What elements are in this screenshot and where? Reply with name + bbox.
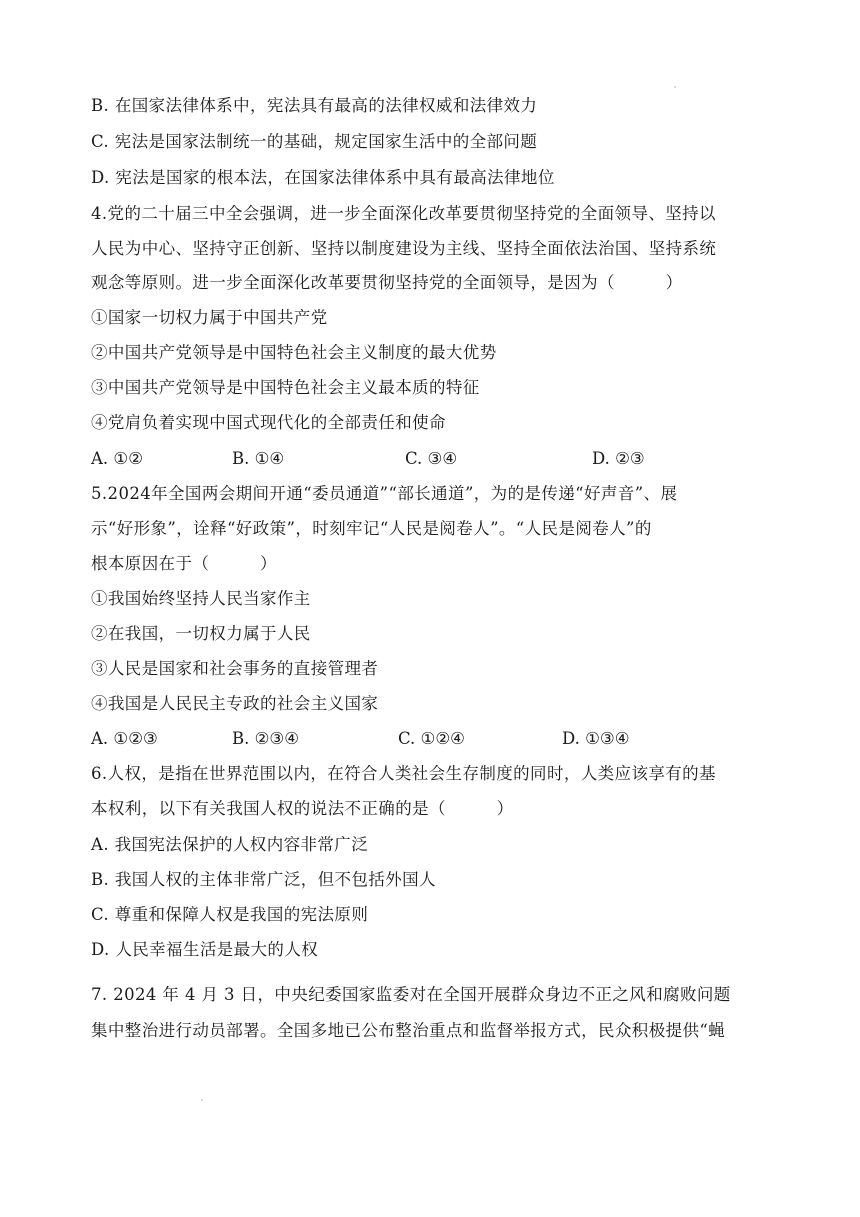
q5-option-d: D. ①③④: [562, 729, 630, 748]
q3-option-c: C. 宪法是国家法制统一的基础，规定国家生活中的全部问题: [91, 132, 538, 151]
q5-answer-options: [91, 728, 771, 750]
q7-stem-line-1: 7. 2024 年 4 月 3 日，中央纪委国家监委对在全国开展群众身边不正之风和腐败问题: [91, 985, 731, 1004]
q3-option-b: B. 在国家法律体系中，宪法具有最高的法律权威和法律效力: [91, 96, 538, 115]
q6-stem-line-1: 6.人权，是指在世界范围以内，在符合人类社会生存制度的同时，人类应该享有的基: [91, 764, 716, 783]
q5-stem-line-2: 示“好形象”，诠释“好政策”，时刻牢记“人民是阅卷人”。“人民是阅卷人”的: [91, 519, 652, 538]
q4-option-a: A. ①②: [91, 449, 143, 468]
q5-option-a: A. ①②③: [91, 729, 158, 748]
q4-option-b: B. ①④: [232, 449, 285, 468]
q4-option-d: D. ②③: [592, 449, 645, 468]
q4-stem-line-3: 观念等原则。进一步全面深化改革要贯彻坚持党的全面领导，是因为（ ）: [91, 273, 683, 292]
q6-stem-line-2: 本权利，以下有关我国人权的说法不正确的是（ ）: [91, 799, 514, 818]
q5-option-b: B. ②③④: [232, 729, 299, 748]
q4-answer-options: [91, 448, 771, 470]
q4-statement-4: ④党肩负着实现中国式现代化的全部责任和使命: [91, 413, 446, 432]
q6-option-c: C. 尊重和保障人权是我国的宪法原则: [91, 905, 369, 924]
q5-stem-line-1: 5.2024年全国两会期间开通“委员通道”“部长通道”，为的是传递“好声音”、展: [91, 484, 678, 503]
q4-statement-3: ③中国共产党领导是中国特色社会主义最本质的特征: [91, 378, 480, 397]
q4-option-c: C. ③④: [405, 449, 458, 468]
q4-stem-line-1: 4.党的二十届三中全会强调，进一步全面深化改革要贯彻坚持党的全面领导、坚持以: [91, 204, 716, 223]
q6-option-a: A. 我国宪法保护的人权内容非常广泛: [91, 835, 369, 854]
q7-stem-line-2: 集中整治进行动员部署。全国多地已公布整治重点和监督举报方式，民众积极提供“蝇: [91, 1021, 726, 1040]
q5-statement-2: ②在我国，一切权力属于人民: [91, 624, 311, 643]
q5-statement-1: ①我国始终坚持人民当家作主: [91, 589, 311, 608]
q4-statement-2: ②中国共产党领导是中国特色社会主义制度的最大优势: [91, 343, 497, 362]
q5-option-c: C. ①②④: [398, 729, 465, 748]
q4-stem-line-2: 人民为中心、坚持守正创新、坚持以制度建设为主线、坚持全面依法治国、坚持系统: [91, 239, 717, 258]
q6-option-b: B. 我国人权的主体非常广泛，但不包括外国人: [91, 870, 436, 889]
page-speck: [674, 86, 676, 88]
q5-statement-4: ④我国是人民民主专政的社会主义国家: [91, 694, 379, 713]
q6-option-d: D. 人民幸福生活是最大的人权: [91, 940, 319, 959]
q3-option-d: D. 宪法是国家的根本法，在国家法律体系中具有最高法律地位: [91, 168, 555, 187]
q5-statement-3: ③人民是国家和社会事务的直接管理者: [91, 659, 379, 678]
q4-statement-1: ①国家一切权力属于中国共产党: [91, 308, 328, 327]
page-speck: [201, 1099, 203, 1101]
q5-stem-line-3: 根本原因在于（ ）: [91, 554, 277, 573]
